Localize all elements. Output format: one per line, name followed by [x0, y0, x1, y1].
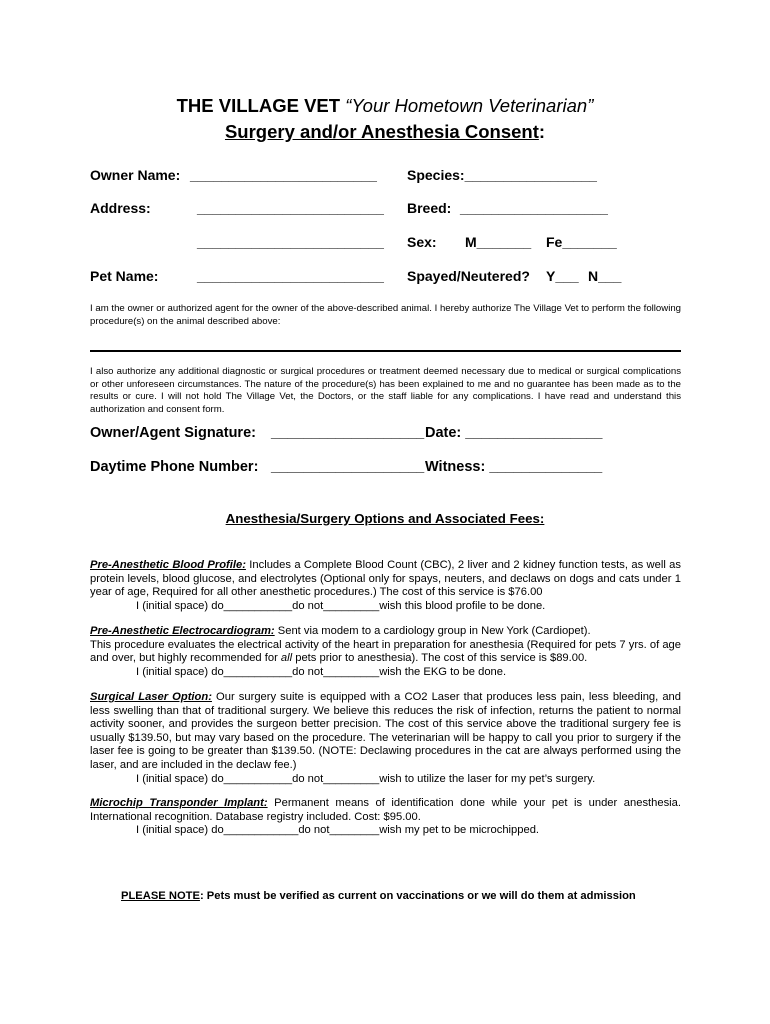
sex-female-field[interactable]: Fe_______ [546, 234, 617, 250]
form-title-line [0, 121, 770, 143]
species-field-group[interactable] [407, 167, 597, 183]
clinic-header [0, 95, 770, 117]
option-body: Sent via modem to a cardiology group in New York (Cardiopet). This procedure evaluates the electrical activity of the heart in preparation for anesthesia (Required for pets 7 yrs. of age and over, but highly recommended for [90, 625, 681, 665]
option-body: Includes a Complete Blood Count (CBC), 2 liver and 2 kidney function tests, as well as protein levels, blood glucose, and electrolytes (Optional only for spays, neuters, and declaws on dogs and cats under 1 year of age, Required for all other anesthetic procedures.) The cost of this service is $76.00 [90, 559, 681, 599]
options-heading: Anesthesia/Surgery Options and Associated Fees: [225, 511, 545, 526]
option-heading: Microchip Transponder Implant: [90, 797, 268, 809]
option-body: Our surgery suite is equipped with a CO2 Laser that produces less pain, less bleeding, and less swelling than that of traditional surgery. We believe this reduces the risk of infection, returns the patient to normal activity sooner, and provides the surgeon better precision. The cost of this service above the traditional surgery fee is usually $139.50, but may vary based on the procedure. The veterinarian will be happy to call you prior to surgery if the laser fee is going to be greater than $139.50. (NOTE: Declawing procedures in the cat are always performed using the laser, and are included in the declaw fee.) [90, 691, 681, 771]
form-title-colon: : [538, 121, 546, 142]
option-body-emphasis: all [280, 652, 293, 665]
option-electrocardiogram [90, 625, 681, 679]
spayed-no-field[interactable]: N___ [588, 268, 622, 284]
option-heading: Pre-Anesthetic Electrocardiogram: [90, 625, 275, 637]
signature-label: Owner/Agent Signature: [90, 425, 256, 441]
pet-name-label: Pet Name: [90, 268, 159, 284]
owner-name-label: Owner Name: [90, 167, 181, 183]
breed-label: Breed: [407, 200, 452, 216]
vaccination-note [121, 890, 636, 902]
initial-line[interactable]: I (initial space) do____________do not________wish my pet to be microchipped. [136, 824, 540, 837]
signature-field[interactable]: ___________________ [271, 425, 425, 441]
option-blood-profile [90, 559, 681, 613]
option-body: Permanent means of identification done while your pet is under anesthesia. International recognition. Database registry included. Cost: $95.00. [90, 797, 681, 823]
address-label: Address: [90, 200, 151, 216]
option-laser [90, 691, 681, 786]
procedure-line[interactable] [90, 350, 681, 352]
date-field[interactable]: _________________ [465, 425, 603, 441]
note-text: : Pets must be verified as current on vaccinations or we will do them at admission [199, 890, 636, 902]
phone-label: Daytime Phone Number: [90, 459, 259, 475]
option-body-end: pets prior to anesthesia). The cost of this service is $89.00. [292, 652, 588, 665]
option-heading: Surgical Laser Option: [90, 691, 212, 703]
sex-label: Sex: [407, 234, 437, 250]
form-title: Surgery and/or Anesthesia Consent [224, 121, 539, 142]
address-field-line1[interactable]: ________________________ [197, 200, 384, 216]
spayed-yes-field[interactable]: Y___ [546, 268, 579, 284]
clinic-tagline: “Your Hometown Veterinarian” [345, 95, 594, 116]
clinic-name: THE VILLAGE VET [176, 95, 341, 116]
species-field[interactable]: _________________ [464, 167, 597, 183]
additional-authorization-text: I also authorize any additional diagnostic or surgical procedures or treatment deemed necessary due to medical or surgical complications or other unforeseen circumstances. The nature of the procedure(s) has been explained to me and no guarantee has been made as to the results or cure. I will not hold The Village Vet, the Doctors, or the staff liable for any complications. I have read and understand this authorization and consent form. [90, 366, 681, 415]
species-label: Species: [407, 167, 465, 183]
initial-line[interactable]: I (initial space) do___________do not_________wish this blood profile to be done. [136, 599, 546, 612]
option-microchip [90, 797, 681, 838]
note-label: PLEASE NOTE [121, 890, 200, 902]
option-heading: Pre-Anesthetic Blood Profile: [90, 559, 246, 571]
witness-label: Witness: [425, 459, 486, 475]
initial-line[interactable]: I (initial space) do___________do not_________wish the EKG to be done. [136, 665, 507, 678]
initial-line[interactable]: I (initial space) do___________do not_________wish to utilize the laser for my pet’s surgery. [136, 772, 596, 785]
date-field-group[interactable] [425, 425, 602, 441]
phone-field[interactable]: ___________________ [271, 459, 425, 475]
date-label: Date: [425, 425, 462, 441]
owner-name-field[interactable]: ________________________ [190, 167, 377, 183]
witness-field-group[interactable] [425, 459, 602, 475]
breed-field[interactable]: ___________________ [460, 200, 608, 216]
address-field-line2[interactable]: ________________________ [197, 234, 384, 250]
pet-name-field[interactable]: ________________________ [197, 268, 384, 284]
spayed-neutered-label: Spayed/Neutered? [407, 268, 530, 284]
sex-male-field[interactable]: M_______ [465, 234, 532, 250]
witness-field[interactable]: ______________ [489, 459, 603, 475]
authorization-text: I am the owner or authorized agent for the owner of the above-described animal. I hereby authorize The Village Vet to perform the following procedure(s) on the animal described above: [90, 303, 681, 327]
